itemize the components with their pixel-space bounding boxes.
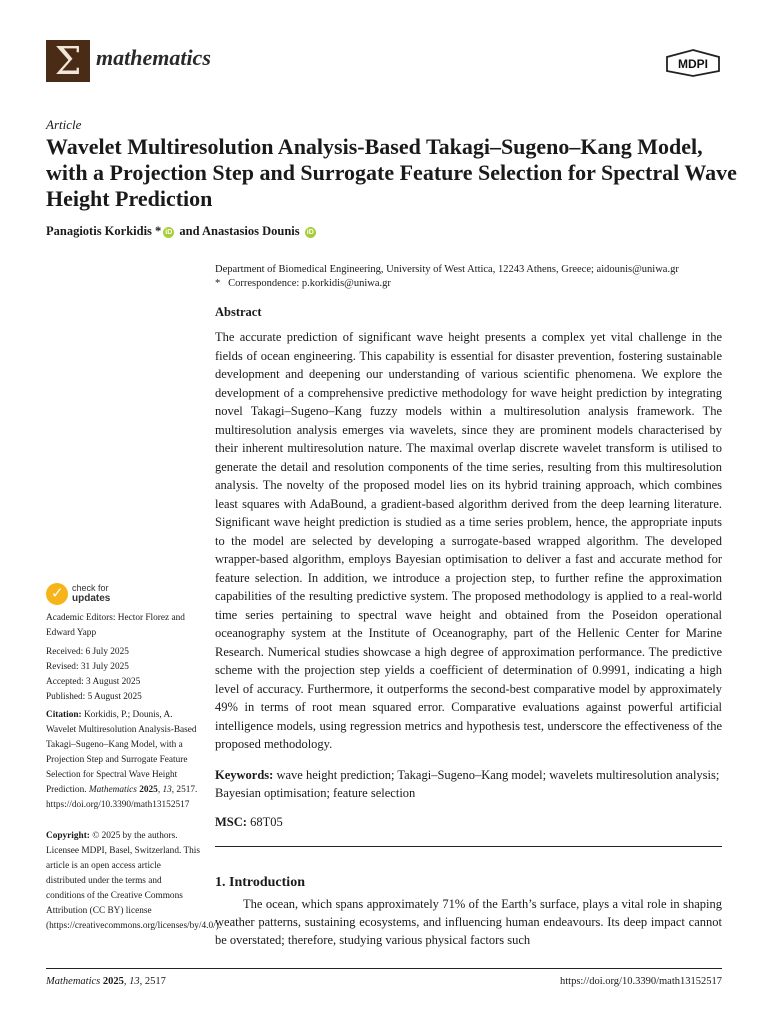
footer-doi-link[interactable]: https://doi.org/10.3390/math13152517 [560, 976, 722, 987]
correspondence-marker: * [215, 278, 221, 289]
footer-year: 2025 [100, 976, 124, 987]
citation-journal: Mathematics [88, 785, 137, 795]
copyright-text: © 2025 by the authors. Licensee MDPI, Basel, Switzerland. This article is an open access article distributed under the terms and conditions of the Creative Commons Attribution (CC BY) license (https://creativecommons.org/licenses/by/4.0/). [46, 831, 222, 931]
author-connector: and [176, 224, 203, 238]
footer-article: , 2517 [139, 976, 166, 987]
checkmark-icon: ✓ [51, 584, 64, 602]
author-list [46, 224, 318, 239]
sigma-icon: Σ [54, 39, 82, 83]
orcid-icon[interactable]: iD [306, 229, 314, 236]
journal-name: mathematics [96, 45, 211, 70]
publisher-name: MDPI [678, 57, 708, 71]
section-divider [215, 846, 722, 847]
accepted-date: Accepted: 3 August 2025 [46, 677, 141, 687]
correspondence [215, 277, 725, 291]
revised-date: Revised: 31 July 2025 [46, 662, 129, 672]
keywords [215, 766, 722, 802]
citation [46, 708, 201, 813]
published-date: Published: 5 August 2025 [46, 692, 142, 702]
citation-volume: , 13 [157, 785, 172, 795]
msc-label: MSC: [215, 815, 247, 829]
academic-editors: Academic Editors: Hector Florez and Edward Yapp [46, 613, 185, 638]
citation-doi[interactable]: , 2517. https://doi.org/10.3390/math13152517 [46, 785, 198, 810]
orcid-icon[interactable]: iD [165, 229, 173, 236]
check-updates-label: check for updates [72, 583, 111, 604]
keywords-text: wave height prediction; Takagi–Sugeno–Kang model; wavelets multiresolution analysis; Bayesian optimisation; feature selection [215, 768, 720, 800]
author-name[interactable]: Panagiotis Korkidis * [46, 224, 162, 238]
footer-volume: , 13 [123, 976, 140, 987]
footer-journal: Mathematics [46, 976, 101, 987]
correspondence-text: Correspondence: p.korkidis@uniwa.gr [228, 278, 391, 289]
journal-logo [46, 40, 90, 82]
check-updates-badge[interactable] [46, 583, 166, 607]
abstract-text: The accurate prediction of significant wave height presents a complex yet vital challenge in the fields of ocean engineering. This capability is essential for disaster prevention, fostering sustainable development and deepening our understanding of various scientific phenomena. We explore the development of a comprehensive predictive methodology for wave height prediction by integrating novel Takagi–Sugeno–Kang fuzzy models within a multiresolution analysis framework. The multiresolution analysis emerges via wavelets, since they are prominent models characterised by their inherent multiresolution nature. The maximal overlap discrete wavelet transform is utilised to generate the detail and resolution components of the time series, resulting from this multiresolution analysis. The novelty of the proposed model lies on its hybrid training approach, which combines least squares with AdaBound, a gradient-based algorithm derived from the deep learning literature. Significant wave height prediction is studied as a time series problem, hence, the appropriate inputs to the model are selected by developing a surrogate-based wrapped algorithm. The developed wrapper-based algorithm, employs Bayesian optimisation to deliver a fast and accurate method for feature selection. In addition, we introduce a projection step, to further refine the approximation capabilities of the resulting predictive system. The proposed methodology is applied to a real-world time series pertaining to spectral wave height and obtained from the Poseidon operational oceanography system at the Institute of Oceanography, part of the Hellenic Center for Marine Research. Numerical studies showcase a high degree of approximation performance. The predictive scheme with the projection step yields a coefficient of determination of 0.9991, indicating a high level of accuracy. Furthermore, it outperforms the second-best comparative model by approximately 49% in terms of root mean squared error. Comparative evaluations against powerful artificial intelligence models, using regression metrics and hypothesis test, underscore the effectiveness of the proposed methodology. [215, 330, 722, 751]
publisher-logo [665, 49, 721, 77]
msc-code [215, 815, 283, 830]
received-date: Received: 6 July 2025 [46, 647, 129, 657]
publication-dates [46, 645, 201, 705]
citation-year: 2025 [136, 785, 158, 795]
abstract-heading: Abstract [215, 305, 262, 319]
citation-text: Korkidis, P.; Dounis, A. Wavelet Multiresolution Analysis-Based Takagi–Sugeno–Kang Model, with a Projection Step and Surrogate Feature Selection for Spectral Wave Height Prediction. [46, 710, 197, 795]
section-body: The ocean, which spans approximately 71% of the Earth’s surface, plays a vital role in shaping weather patterns, sustaining ecosystems, and influencing human endeavours. Its deep impact cannot be overstated; therefore, studying various physical factors such [215, 897, 722, 947]
citation-label: Citation: [46, 710, 82, 720]
section-heading: 1. Introduction [215, 875, 305, 890]
page-title: Wavelet Multiresolution Analysis-Based Takagi–Sugeno–Kang Model, with a Projection Step and Surrogate Feature Selection for Spectral Wave Height Prediction [46, 134, 737, 211]
footer-citation [46, 976, 166, 987]
keywords-label: Keywords: [215, 768, 274, 782]
article-type: Article [46, 117, 82, 132]
msc-text: 68T05 [246, 815, 283, 829]
author-name[interactable]: Anastasios Dounis [202, 224, 300, 238]
affiliation: Department of Biomedical Engineering, University of West Attica, 12243 Athens, Greece; aidounis@uniwa.gr [215, 264, 679, 275]
copyright [46, 829, 222, 934]
footer-divider [46, 968, 722, 969]
copyright-label: Copyright: [46, 831, 90, 841]
